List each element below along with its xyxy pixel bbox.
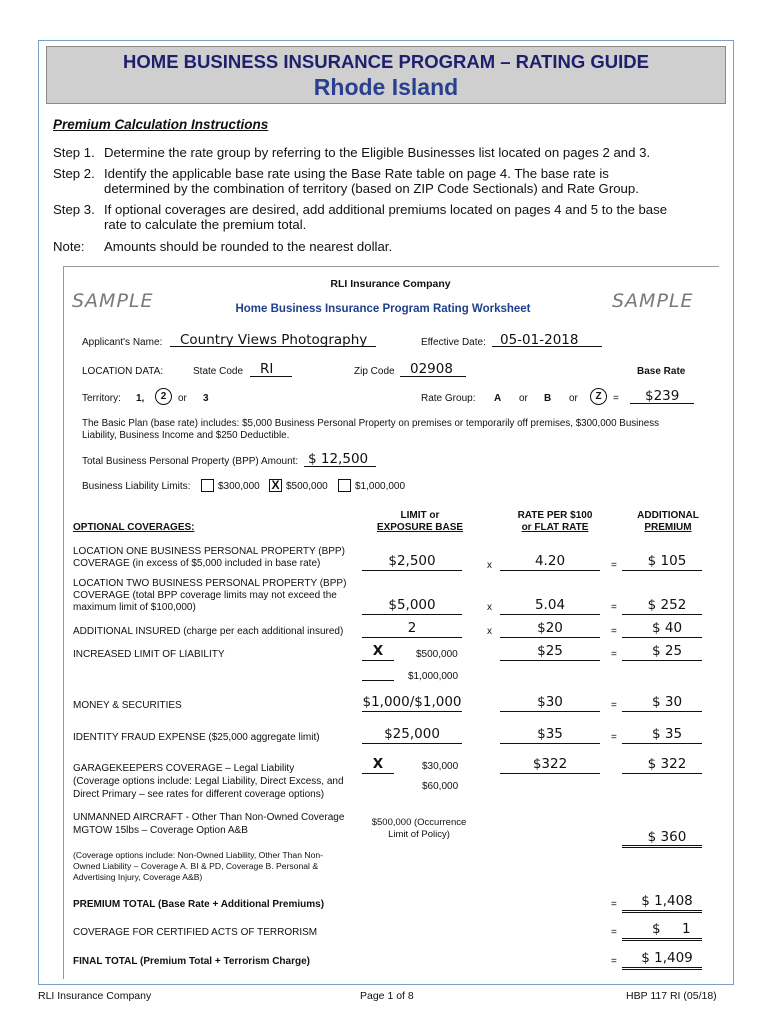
premium-total-equals: =	[611, 899, 617, 910]
idf-rate-line	[500, 743, 600, 744]
loc2-text-2: COVERAGE (total BPP coverage limits may not exceed the	[73, 590, 337, 601]
step3-text-2: rate to calculate the premium total.	[104, 217, 307, 232]
ill-equals: =	[611, 649, 617, 660]
ua-note-3: Advertising Injury, Coverage A&B)	[73, 872, 203, 882]
base-rate-label: Base Rate	[637, 366, 686, 377]
ill-500k-mark[interactable]: X	[372, 643, 384, 659]
liability-300k-checkbox[interactable]	[201, 479, 214, 492]
worksheet-company: RLI Insurance Company	[330, 278, 451, 290]
note-label: Note:	[53, 239, 85, 254]
ua-limit-2: Limit of Policy)	[388, 829, 450, 840]
loc2-text-3: maximum limit of $100,000)	[73, 602, 196, 613]
rate-group-b: B	[544, 393, 552, 404]
rate-group-or-1: or	[519, 393, 528, 404]
terrorism-value[interactable]: $ 1	[652, 921, 691, 937]
ai-x: x	[487, 626, 492, 637]
loc2-equals: =	[611, 602, 617, 613]
loc2-x: x	[487, 602, 492, 613]
ua-note-1: (Coverage options include: Non-Owned Liability, Other Than Non-	[73, 850, 323, 860]
effective-date-value[interactable]: 05-01-2018	[500, 332, 579, 348]
money-limit-line	[362, 711, 462, 712]
money-premium-line	[622, 711, 702, 712]
header-band	[46, 46, 726, 104]
premium-header-1: ADDITIONAL	[637, 510, 699, 521]
ai-rate[interactable]: $20	[537, 620, 563, 636]
ua-limit-1: $500,000 (Occurrence	[371, 817, 467, 828]
liability-limits-label: Business Liability Limits:	[82, 481, 191, 492]
territory-3: 3	[203, 393, 209, 404]
ai-premium[interactable]: $ 40	[651, 620, 683, 636]
state-code-label: State Code	[193, 366, 244, 377]
zip-code-label: Zip Code	[354, 366, 395, 377]
money-equals: =	[611, 700, 617, 711]
bpp-value[interactable]: $ 12,500	[308, 451, 369, 467]
step1-label: Step 1.	[53, 145, 95, 160]
liability-500k-checkbox[interactable]: X	[269, 479, 282, 492]
ai-text: ADDITIONAL INSURED (charge per each additional insured)	[73, 626, 344, 637]
liability-1m-checkbox[interactable]	[338, 479, 351, 492]
loc1-text-1: LOCATION ONE BUSINESS PERSONAL PROPERTY (BPP)	[73, 546, 345, 557]
ua-note-2: Owned Liability – Coverage A. BI & PD, Coverage B. Personal &	[73, 861, 319, 871]
applicant-label: Applicant's Name:	[82, 337, 163, 348]
ai-limit-line	[362, 637, 462, 638]
final-total-equals: =	[611, 956, 617, 967]
premium-header-2: PREMIUM	[644, 522, 692, 533]
ai-premium-line	[622, 637, 702, 638]
loc2-limit[interactable]: $5,000	[388, 597, 436, 613]
ua-text-2: MGTOW 15lbs – Coverage Option A&B	[73, 825, 248, 836]
gk-30k-line	[362, 773, 394, 774]
limit-header-2: EXPOSURE BASE	[376, 522, 464, 533]
footer-page: Page 1 of 8	[360, 990, 414, 1002]
liability-500k-label: $500,000	[286, 481, 328, 492]
loc2-text-1: LOCATION TWO BUSINESS PERSONAL PROPERTY (BPP)	[73, 578, 347, 589]
step3-label: Step 3.	[53, 202, 95, 217]
premium-total-label: PREMIUM TOTAL (Base Rate + Additional Premiums)	[73, 899, 325, 910]
limit-header-1: LIMIT or	[400, 510, 440, 521]
rate-header-1: RATE PER $100	[517, 510, 593, 521]
rate-group-z-circled[interactable]: Z	[590, 388, 607, 405]
premium-total-value[interactable]: $ 1,408	[641, 893, 693, 909]
gk-text-3: Direct Primary – see rates for different coverage options)	[73, 789, 325, 800]
territory-label: Territory:	[82, 393, 121, 404]
footer-form-number: HBP 117 RI (05/18)	[626, 990, 717, 1002]
basic-plan-text-2: Liability, Business Income and $250 Deductible.	[82, 430, 290, 441]
territory-or: or	[178, 393, 187, 404]
step2-label: Step 2.	[53, 166, 95, 181]
ua-text-1: UNMANNED AIRCRAFT - Other Than Non-Owned Coverage	[73, 812, 345, 823]
idf-limit-line	[362, 743, 462, 744]
ill-500k-label: $500,000	[416, 649, 458, 660]
loc1-limit[interactable]: $2,500	[388, 553, 436, 569]
gk-premium[interactable]: $ 322	[647, 756, 687, 772]
money-premium[interactable]: $ 30	[651, 694, 683, 710]
idf-rate[interactable]: $35	[537, 726, 563, 742]
state-title: Rhode Island	[313, 74, 459, 100]
state-code-value[interactable]: RI	[260, 361, 274, 377]
step2-text-1: Identify the applicable base rate using the Base Rate table on page 4. The base rate is	[104, 166, 609, 181]
ill-1m-line[interactable]	[362, 680, 394, 681]
terrorism-equals: =	[611, 927, 617, 938]
step3-text-1: If optional coverages are desired, add additional premiums located on pages 4 and 5 to the base	[104, 202, 668, 217]
ill-premium-line	[622, 660, 702, 661]
loc1-x: x	[487, 560, 492, 571]
gk-30k-mark[interactable]: X	[372, 756, 384, 772]
idf-text: IDENTITY FRAUD EXPENSE ($25,000 aggregate limit)	[73, 732, 320, 743]
bpp-label: Total Business Personal Property (BPP) Amount:	[82, 456, 299, 467]
money-rate-line	[500, 711, 600, 712]
ill-rate[interactable]: $25	[537, 643, 563, 659]
sample-watermark-right: SAMPLE	[612, 290, 694, 312]
loc1-rate[interactable]: 4.20	[534, 553, 566, 569]
footer-company: RLI Insurance Company	[38, 990, 152, 1002]
loc2-premium[interactable]: $ 252	[647, 597, 687, 613]
ua-premium-line	[622, 845, 702, 848]
loc1-equals: =	[611, 560, 617, 571]
gk-premium-line	[622, 773, 702, 774]
zip-code-value[interactable]: 02908	[410, 361, 453, 377]
gk-rate[interactable]: $322	[532, 756, 568, 772]
page-title: HOME BUSINESS INSURANCE PROGRAM – RATING GUIDE	[123, 51, 649, 72]
final-total-value[interactable]: $ 1,409	[641, 950, 693, 966]
instructions-heading: Premium Calculation Instructions	[53, 117, 269, 132]
loc2-limit-line	[362, 614, 462, 615]
base-rate-equals: =	[613, 393, 619, 404]
final-total-line	[622, 967, 702, 970]
loc2-rate-line	[500, 614, 600, 615]
ill-1m-label: $1,000,000	[408, 671, 459, 682]
ill-rate-line	[500, 660, 600, 661]
ill-text: INCREASED LIMIT OF LIABILITY	[73, 649, 225, 660]
loc1-rate-line	[500, 570, 600, 571]
gk-30k-label: $30,000	[422, 761, 459, 772]
terrorism-line	[622, 938, 702, 941]
ai-limit[interactable]: 2	[407, 620, 417, 636]
loc1-premium[interactable]: $ 105	[647, 553, 687, 569]
rate-group-a: A	[494, 393, 502, 404]
loc1-premium-line	[622, 570, 702, 571]
idf-premium-line	[622, 743, 702, 744]
loc2-rate[interactable]: 5.04	[534, 597, 566, 613]
gk-text-1: GARAGEKEEPERS COVERAGE – Legal Liability	[73, 763, 295, 774]
gk-text-2: (Coverage options include: Legal Liability, Direct Excess, and	[73, 776, 344, 787]
terrorism-label: COVERAGE FOR CERTIFIED ACTS OF TERRORISM	[73, 927, 318, 938]
idf-equals: =	[611, 732, 617, 743]
sample-watermark-left: SAMPLE	[72, 290, 154, 312]
idf-limit[interactable]: $25,000	[384, 726, 440, 742]
worksheet-title: Home Business Insurance Program Rating Worksheet	[235, 303, 531, 315]
ua-premium[interactable]: $ 360	[647, 829, 687, 845]
liability-300k-label: $300,000	[218, 481, 260, 492]
rate-group-label: Rate Group:	[421, 393, 476, 404]
base-rate-value[interactable]: $239	[645, 388, 680, 404]
optional-coverages-header: OPTIONAL COVERAGES:	[73, 522, 195, 533]
premium-total-line	[622, 910, 702, 913]
ill-premium[interactable]: $ 25	[651, 643, 683, 659]
effective-date-label: Effective Date:	[421, 337, 486, 348]
location-data-label: LOCATION DATA:	[82, 366, 164, 377]
gk-60k-label: $60,000	[422, 781, 459, 792]
applicant-name[interactable]: Country Views Photography	[180, 332, 368, 348]
ill-500k-line	[362, 660, 394, 661]
money-text: MONEY & SECURITIES	[73, 700, 182, 711]
territory-2-circled[interactable]: 2	[155, 388, 172, 405]
step2-text-2: determined by the combination of territory (based on ZIP Code Sectionals) and Rate Group.	[104, 181, 639, 196]
territory-1: 1,	[136, 393, 145, 404]
step1-text: Determine the rate group by referring to the Eligible Businesses list located on pages 2 and 3.	[104, 145, 651, 160]
loc2-premium-line	[622, 614, 702, 615]
ai-equals: =	[611, 626, 617, 637]
final-total-label: FINAL TOTAL (Premium Total + Terrorism Charge)	[73, 956, 310, 967]
loc1-limit-line	[362, 570, 462, 571]
money-limit[interactable]: $1,000/$1,000	[362, 694, 462, 710]
gk-rate-line	[500, 773, 600, 774]
money-rate[interactable]: $30	[537, 694, 563, 710]
note-text: Amounts should be rounded to the nearest dollar.	[104, 239, 393, 254]
rate-header-2: or FLAT RATE	[521, 522, 589, 533]
liability-1m-label: $1,000,000	[355, 481, 406, 492]
idf-premium[interactable]: $ 35	[651, 726, 683, 742]
ai-rate-line	[500, 637, 600, 638]
loc1-text-2: COVERAGE (in excess of $5,000 included in base rate)	[73, 558, 321, 569]
basic-plan-text-1: The Basic Plan (base rate) includes: $5,000 Business Personal Property on premises or temporarily off premises, $300,000 Business	[82, 418, 660, 429]
rate-group-or-2: or	[569, 393, 578, 404]
